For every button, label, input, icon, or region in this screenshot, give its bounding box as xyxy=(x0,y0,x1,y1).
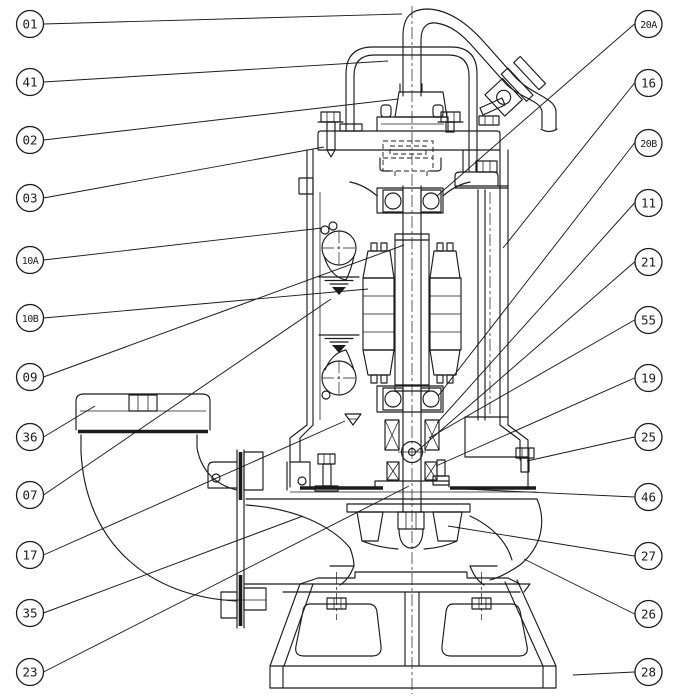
svg-text:28: 28 xyxy=(640,664,657,680)
callout-17 xyxy=(17,542,44,569)
svg-text:20A: 20A xyxy=(640,20,657,31)
lower-bearing xyxy=(377,386,443,412)
leader-02 xyxy=(44,99,399,140)
svg-text:21: 21 xyxy=(640,254,657,270)
leader-28 xyxy=(573,672,635,675)
ground-symbol-lower xyxy=(319,335,359,353)
leader-03 xyxy=(44,147,325,198)
leader-lines xyxy=(44,14,635,675)
volute-casing xyxy=(208,450,542,628)
svg-text:19: 19 xyxy=(640,370,657,386)
callout-26 xyxy=(635,601,662,628)
leader-55 xyxy=(429,320,635,438)
svg-text:01: 01 xyxy=(22,16,38,32)
svg-text:07: 07 xyxy=(22,487,38,503)
leader-01 xyxy=(44,14,403,24)
callout-11 xyxy=(635,190,662,217)
ground-symbol-upper xyxy=(319,277,359,295)
svg-text:10A: 10A xyxy=(21,256,39,267)
leader-25 xyxy=(527,437,635,461)
svg-text:11: 11 xyxy=(640,195,657,211)
svg-text:26: 26 xyxy=(640,606,657,622)
callout-02 xyxy=(17,127,44,154)
svg-text:09: 09 xyxy=(22,369,38,385)
callout-03 xyxy=(17,185,44,212)
discharge-elbow xyxy=(76,394,237,601)
leader-20B xyxy=(438,143,635,396)
leader-26 xyxy=(524,559,635,614)
leader-09 xyxy=(44,245,405,377)
svg-text:17: 17 xyxy=(22,547,38,563)
centerlines xyxy=(337,6,491,694)
leader-21 xyxy=(416,262,635,452)
callout-23 xyxy=(17,659,44,686)
base-stand xyxy=(270,572,556,688)
svg-text:16: 16 xyxy=(640,75,657,91)
leader-10A xyxy=(44,228,323,260)
svg-text:46: 46 xyxy=(640,489,657,505)
leader-10B xyxy=(44,289,369,318)
callout-20B xyxy=(635,130,662,157)
callout-01 xyxy=(17,11,44,38)
motor-top-cover xyxy=(318,112,500,178)
callout-19 xyxy=(635,365,662,392)
callout-35 xyxy=(17,600,44,627)
leader-46 xyxy=(464,489,635,497)
power-cable xyxy=(403,9,557,132)
upper-bearing xyxy=(350,182,470,213)
leader-07 xyxy=(44,299,332,495)
callout-27 xyxy=(635,543,662,570)
svg-text:35: 35 xyxy=(22,605,38,621)
leader-35 xyxy=(44,516,304,613)
svg-text:25: 25 xyxy=(640,429,657,445)
svg-text:02: 02 xyxy=(22,132,38,148)
callout-20A xyxy=(635,11,662,38)
callout-21 xyxy=(635,249,662,276)
callout-07 xyxy=(17,482,44,509)
callout-25 xyxy=(635,424,662,451)
callout-41 xyxy=(17,69,44,96)
svg-text:55: 55 xyxy=(640,312,657,328)
leader-17 xyxy=(44,421,346,555)
callout-36 xyxy=(17,424,44,451)
callout-10A xyxy=(17,247,44,274)
callout-16 xyxy=(635,70,662,97)
leader-11 xyxy=(437,203,635,423)
svg-text:41: 41 xyxy=(22,74,38,90)
svg-text:27: 27 xyxy=(640,548,657,564)
callout-09 xyxy=(17,364,44,391)
callout-55 xyxy=(635,307,662,334)
winding-end-coils xyxy=(321,222,356,399)
svg-text:20B: 20B xyxy=(640,139,657,150)
svg-text:23: 23 xyxy=(22,664,38,680)
leader-41 xyxy=(44,61,389,82)
leader-16 xyxy=(503,83,635,248)
svg-text:36: 36 xyxy=(22,429,38,445)
callout-46 xyxy=(635,484,662,511)
svg-text:03: 03 xyxy=(22,190,38,206)
leader-23 xyxy=(44,486,410,672)
terminal-block-hidden xyxy=(380,141,441,178)
callout-10B xyxy=(17,305,44,332)
cable-entry-housing xyxy=(377,84,448,131)
svg-text:10B: 10B xyxy=(21,314,39,325)
leader-20A xyxy=(437,24,635,196)
callout-28 xyxy=(635,659,662,686)
